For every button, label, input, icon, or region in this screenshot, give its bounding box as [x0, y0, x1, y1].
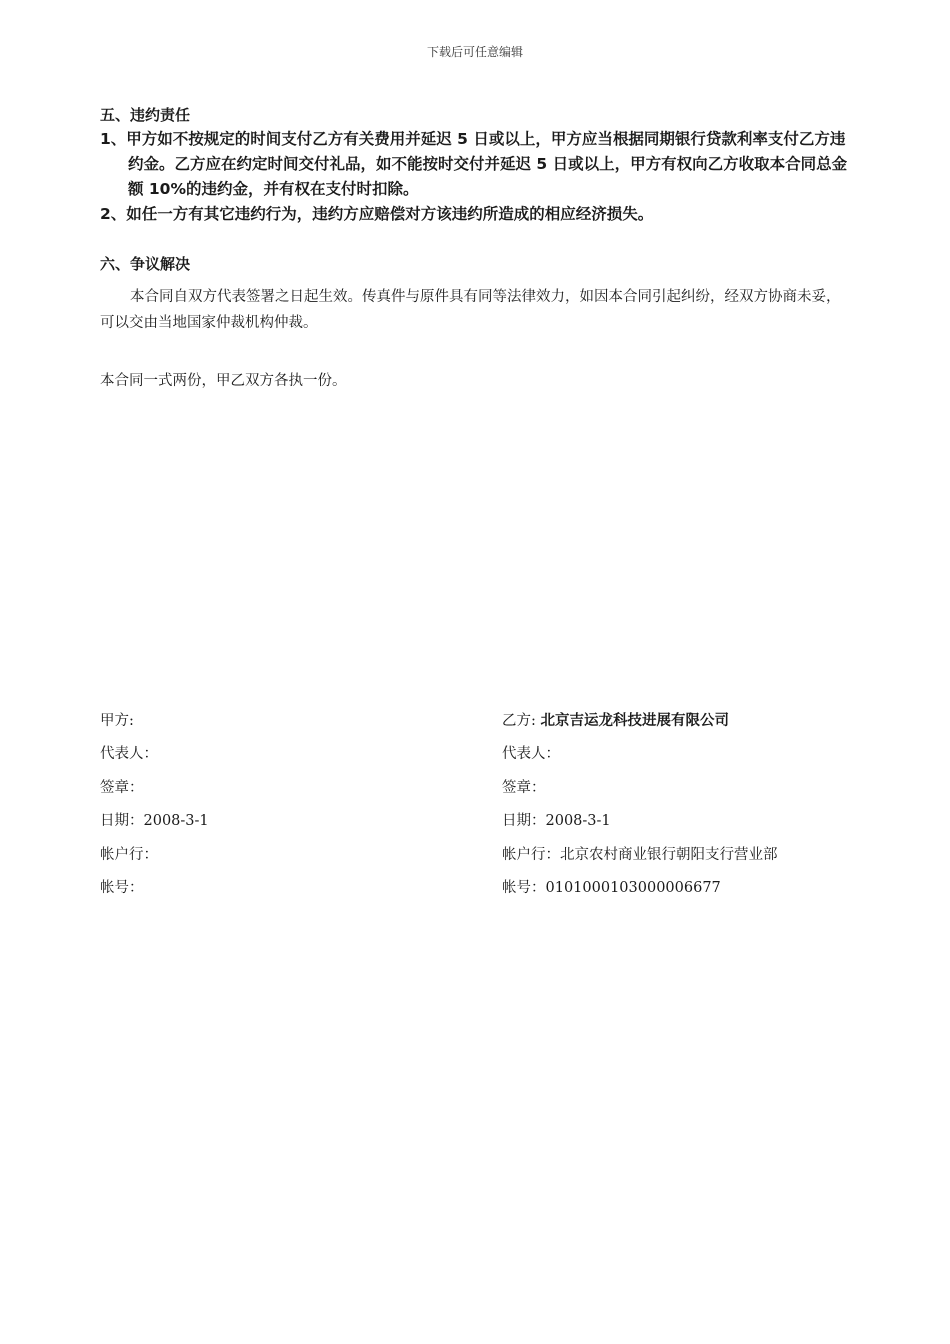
party-a-seal-row — [100, 775, 500, 808]
page-header: 下载后可任意编辑 — [426, 45, 523, 59]
party-b-company: 北京吉运龙科技进展有限公司 — [540, 713, 729, 729]
party-b-date-row — [502, 808, 902, 841]
party-b-account-value: 0101000103000006677 — [545, 879, 721, 896]
section-title-breach: 五、违约责任 — [100, 106, 191, 124]
party-b-row — [502, 708, 902, 741]
party-a-date-value: 2008-3-1 — [143, 813, 209, 830]
party-b-signature-block — [502, 708, 902, 908]
party-b-rep-label: 代表人： — [502, 746, 560, 763]
party-a-date-row — [100, 808, 500, 841]
party-b-date-label: 日期： — [502, 813, 546, 830]
party-a-rep-label: 代表人： — [100, 746, 158, 763]
party-a-account-row — [100, 875, 500, 908]
copies-note: 本合同一式两份，甲乙双方各执一份。 — [100, 373, 347, 389]
party-a-seal-label: 签章： — [100, 779, 144, 796]
breach-clause-2: 2、如任一方有其它违约行为，违约方应赔偿对方该违约所造成的相应经济损失。 — [100, 205, 654, 223]
party-b-seal-row — [502, 775, 902, 808]
party-b-rep-row — [502, 741, 902, 774]
party-a-bank-row — [100, 842, 500, 875]
party-a-date-label: 日期： — [100, 813, 144, 830]
party-a-row — [100, 708, 500, 741]
party-b-bank-value: 北京农村商业银行朝阳支行营业部 — [560, 846, 778, 863]
party-a-bank-label: 帐户行： — [100, 846, 158, 863]
party-a-label: 甲方: — [100, 713, 134, 729]
party-a-account-label: 帐号： — [100, 879, 144, 896]
party-b-bank-row — [502, 842, 902, 875]
party-b-bank-label: 帐户行： — [502, 846, 560, 863]
party-a-signature-block — [100, 708, 500, 908]
party-a-rep-row — [100, 741, 500, 774]
dispute-paragraph: 本合同自双方代表签署之日起生效。传真件与原件具有同等法律效力，如因本合同引起纠纷，经双方协商未妥，可以交由当地国家仲裁机构仲裁。 — [100, 289, 841, 331]
section-title-dispute: 六、争议解决 — [100, 255, 191, 273]
party-b-label: 乙方: — [502, 713, 536, 729]
party-b-seal-label: 签章： — [502, 779, 546, 796]
party-b-account-row — [502, 875, 902, 908]
party-b-account-label: 帐号： — [502, 879, 546, 896]
party-b-date-value: 2008-3-1 — [545, 813, 611, 830]
breach-clause-1: 1、甲方如不按规定的时间支付乙方有关费用并延迟 5 日或以上，甲方应当根据同期银行贷款利率支付乙方违约金。乙方应在约定时间交付礼品，如不能按时交付并延迟 5 日或以上，甲方有权向乙方收取本合同总金额 10%的违约金，并有权在支付时扣除。 — [100, 130, 848, 198]
